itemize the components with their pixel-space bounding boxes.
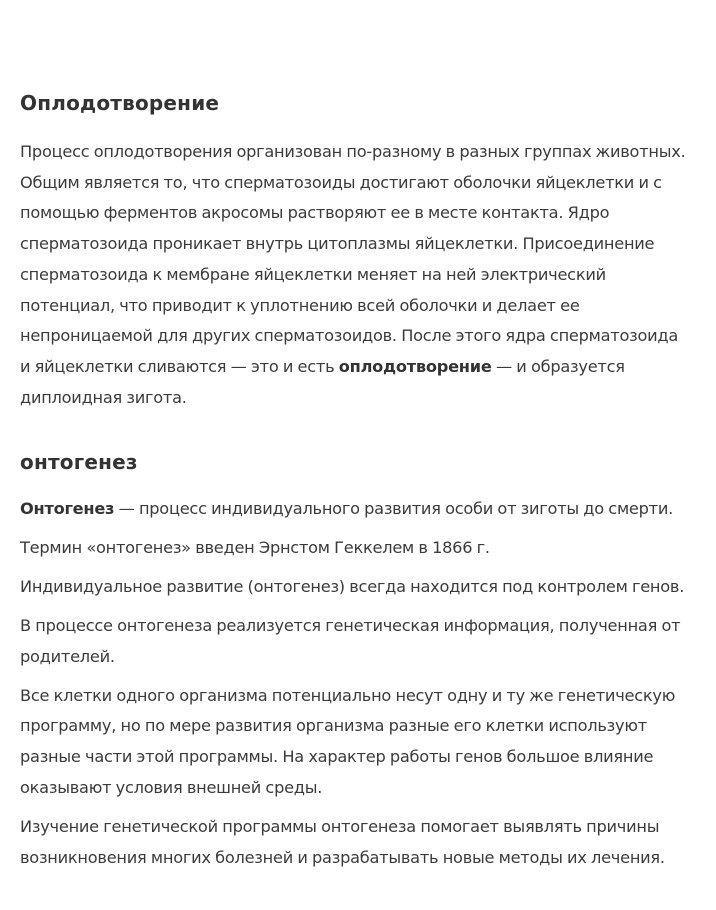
- ontogenesis-genetic-info: [20, 611, 696, 672]
- ontogenesis-section-body: [20, 494, 696, 882]
- fertilization-paragraph: [20, 137, 696, 413]
- ontogenesis-cell-program: [20, 681, 696, 804]
- text-line: и яйцеклетки сливаются — это и есть: [20, 356, 339, 376]
- text-line: В процессе онтогенеза реализуется генетическая информация, полученная от: [20, 616, 681, 635]
- text-line: сперматозоида проникает внутрь цитоплазмы яйцеклетки. Присоединение: [20, 234, 655, 254]
- ontogenesis-gene-control: Индивидуальное развитие (онтогенез) всегда находится под контролем генов.: [20, 577, 685, 596]
- ontogenesis-definition: [20, 494, 696, 525]
- text-line: непроницаемой для других сперматозоидов. После этого ядра сперматозоида: [20, 326, 678, 346]
- text-line: Процесс оплодотворения организован по-разному в разных группах животных.: [20, 142, 686, 161]
- text-line: оказывают условия внешней среды.: [20, 777, 323, 797]
- text-line: программу, но по мере развития организма разные его клетки используют: [20, 716, 647, 736]
- text-line: сперматозоида к мембране яйцеклетки меняет на ней электрический: [20, 264, 606, 284]
- term-ontogenesis: Онтогенез: [20, 499, 115, 518]
- definition-text: — процесс индивидуального развития особи от зиготы до смерти.: [114, 499, 673, 518]
- ontogenesis-research: [20, 812, 696, 873]
- text-line: потенциал, что приводит к уплотнению всей оболочки и делает ее: [20, 295, 580, 315]
- fertilization-section-body: [20, 137, 696, 413]
- section-title-fertilization: Оплодотворение: [20, 91, 220, 115]
- text-line: помощью ферментов акросомы растворяют ее в месте контакта. Ядро: [20, 203, 610, 223]
- text-line: Все клетки одного организма потенциально несут одну и ту же генетическую: [20, 685, 676, 705]
- text-line: родителей.: [20, 646, 115, 666]
- text-line: разные части этой программы. На характер работы генов большое влияние: [20, 747, 654, 767]
- text-line: диплоидная зигота.: [20, 387, 187, 407]
- text-line: возникновения многих болезней и разрабатывать новые методы их лечения.: [20, 847, 665, 867]
- ontogenesis-term-origin: Термин «онтогенез» введен Эрнстом Геккелем в 1866 г.: [20, 538, 490, 557]
- text-line: Изучение генетической программы онтогенеза помогает выявлять причины: [20, 816, 660, 836]
- section-title-ontogenesis: онтогенез: [20, 450, 138, 474]
- text-line: — и образуется: [491, 356, 625, 376]
- term-fertilization: оплодотворение: [338, 356, 492, 376]
- text-line: Общим является то, что сперматозоиды достигают оболочки яйцеклетки и с: [20, 172, 662, 192]
